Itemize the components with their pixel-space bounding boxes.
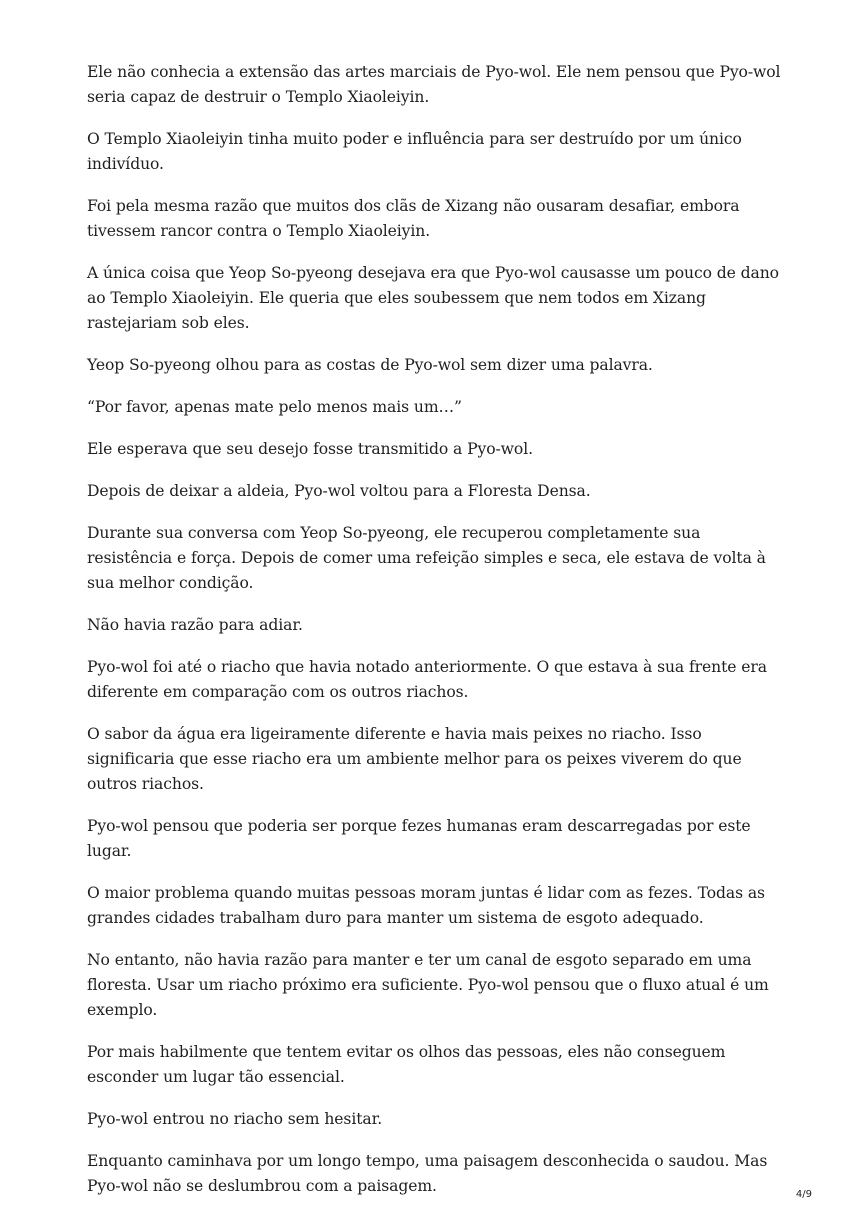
paragraph: O maior problema quando muitas pessoas moram juntas é lidar com as fezes. Todas as grandes cidades trabalham duro para manter um sistema de esgoto adequado. (87, 884, 765, 927)
paragraph: No entanto, não havia razão para manter e ter um canal de esgoto separado em uma floresta. Usar um riacho próximo era suficiente. Pyo-wol pensou que o fluxo atual é um exemplo. (87, 951, 769, 1019)
paragraph: Depois de deixar a aldeia, Pyo-wol voltou para a Floresta Densa. (87, 482, 591, 500)
paragraph: O sabor da água era ligeiramente diferente e havia mais peixes no riacho. Isso significaria que esse riacho era um ambiente melhor para os peixes viverem do que outros riachos. (87, 725, 742, 793)
paragraph: A única coisa que Yeop So-pyeong desejava era que Pyo-wol causasse um pouco de dano ao Templo Xiaoleiyin. Ele queria que eles soubessem que nem todos em Xizang rastejariam sob eles. (87, 264, 779, 332)
document-body (87, 60, 787, 1216)
paragraph: Foi pela mesma razão que muitos dos clãs de Xizang não ousaram desafiar, embora tivessem rancor contra o Templo Xiaoleiyin. (87, 197, 740, 240)
paragraph: Enquanto caminhava por um longo tempo, uma paisagem desconhecida o saudou. Mas Pyo-wol não se deslumbrou com a paisagem. (87, 1152, 768, 1195)
paragraph: O Templo Xiaoleiyin tinha muito poder e influência para ser destruído por um único indivíduo. (87, 130, 742, 173)
page-number: 4/9 (795, 1189, 812, 1200)
paragraph: Pyo-wol entrou no riacho sem hesitar. (87, 1110, 383, 1128)
paragraph: Ele esperava que seu desejo fosse transmitido a Pyo-wol. (87, 440, 533, 458)
paragraph: Pyo-wol foi até o riacho que havia notado anteriormente. O que estava à sua frente era diferente em comparação com os outros riachos. (87, 658, 767, 701)
paragraph: Pyo-wol pensou que poderia ser porque fezes humanas eram descarregadas por este lugar. (87, 817, 751, 860)
paragraph: Yeop So-pyeong olhou para as costas de Pyo-wol sem dizer uma palavra. (87, 356, 653, 374)
paragraph: Ele não conhecia a extensão das artes marciais de Pyo-wol. Ele nem pensou que Pyo-wol seria capaz de destruir o Templo Xiaoleiyin. (87, 63, 781, 106)
paragraph: “Por favor, apenas mate pelo menos mais um…” (87, 398, 462, 416)
paragraph: Não havia razão para adiar. (87, 616, 303, 634)
paragraph: Durante sua conversa com Yeop So-pyeong, ele recuperou completamente sua resistência e força. Depois de comer uma refeição simples e seca, ele estava de volta à sua melhor condição. (87, 524, 766, 592)
paragraph: Por mais habilmente que tentem evitar os olhos das pessoas, eles não conseguem esconder um lugar tão essencial. (87, 1043, 726, 1086)
